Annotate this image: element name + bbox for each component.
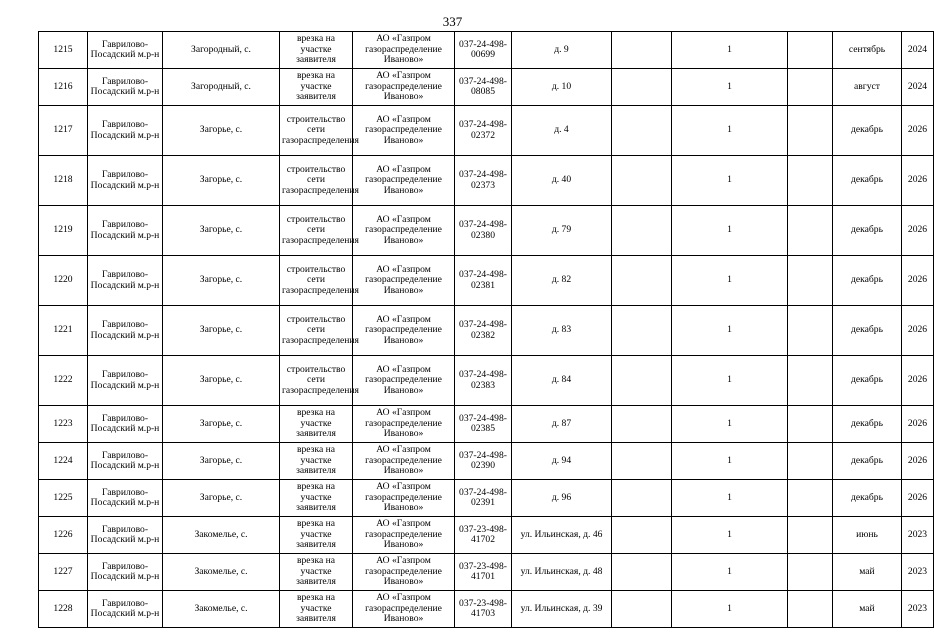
year-cell: 2023 — [902, 517, 934, 554]
row-number-cell: 1215 — [39, 32, 88, 69]
year-cell: 2026 — [902, 106, 934, 156]
locality-cell: Загорье, с. — [163, 206, 280, 256]
table-row — [39, 32, 934, 69]
month-cell: декабрь — [833, 480, 902, 517]
work-type-cell: строительство сети газораспределения — [280, 106, 353, 156]
month-cell: декабрь — [833, 306, 902, 356]
year-cell: 2024 — [902, 69, 934, 106]
month-cell: декабрь — [833, 443, 902, 480]
table-row — [39, 356, 934, 406]
year-cell: 2026 — [902, 206, 934, 256]
address-cell: д. 83 — [512, 306, 612, 356]
address-cell: д. 40 — [512, 156, 612, 206]
month-cell: декабрь — [833, 356, 902, 406]
table-row — [39, 69, 934, 106]
quantity-cell: 1 — [672, 591, 788, 628]
table-row — [39, 443, 934, 480]
district-cell: Гаврилово-Посадский м.р-н — [88, 306, 163, 356]
district-cell: Гаврилово-Посадский м.р-н — [88, 406, 163, 443]
table-row — [39, 554, 934, 591]
district-cell: Гаврилово-Посадский м.р-н — [88, 517, 163, 554]
empty-cell — [788, 32, 833, 69]
application-code-cell: 037-24-498-02390 — [455, 443, 512, 480]
empty-cell — [612, 106, 672, 156]
empty-cell — [788, 306, 833, 356]
empty-cell — [612, 554, 672, 591]
work-type-cell: врезка на участке заявителя — [280, 69, 353, 106]
address-cell: ул. Ильинская, д. 46 — [512, 517, 612, 554]
application-code-cell: 037-24-498-02380 — [455, 206, 512, 256]
empty-cell — [612, 480, 672, 517]
quantity-cell: 1 — [672, 206, 788, 256]
address-cell: д. 94 — [512, 443, 612, 480]
application-code-cell: 037-23-498-41703 — [455, 591, 512, 628]
gas-connection-table — [38, 31, 934, 628]
empty-cell — [612, 517, 672, 554]
empty-cell — [612, 69, 672, 106]
address-cell: д. 79 — [512, 206, 612, 256]
district-cell: Гаврилово-Посадский м.р-н — [88, 480, 163, 517]
locality-cell: Загорье, с. — [163, 106, 280, 156]
table-viewport — [38, 31, 928, 640]
address-cell: ул. Ильинская, д. 39 — [512, 591, 612, 628]
year-cell: 2026 — [902, 480, 934, 517]
year-cell: 2024 — [902, 32, 934, 69]
work-type-cell: строительство сети газораспределения — [280, 356, 353, 406]
locality-cell: Закомелье, с. — [163, 554, 280, 591]
address-cell: д. 10 — [512, 69, 612, 106]
address-cell: д. 9 — [512, 32, 612, 69]
address-cell: д. 4 — [512, 106, 612, 156]
month-cell: июнь — [833, 517, 902, 554]
empty-cell — [788, 406, 833, 443]
empty-cell — [612, 443, 672, 480]
month-cell: декабрь — [833, 256, 902, 306]
empty-cell — [788, 106, 833, 156]
month-cell: август — [833, 69, 902, 106]
empty-cell — [612, 356, 672, 406]
year-cell: 2026 — [902, 256, 934, 306]
locality-cell: Загорье, с. — [163, 306, 280, 356]
table-row — [39, 106, 934, 156]
row-number-cell: 1226 — [39, 517, 88, 554]
quantity-cell: 1 — [672, 480, 788, 517]
address-cell: д. 87 — [512, 406, 612, 443]
row-number-cell: 1221 — [39, 306, 88, 356]
work-type-cell: врезка на участке заявителя — [280, 480, 353, 517]
quantity-cell: 1 — [672, 406, 788, 443]
empty-cell — [612, 406, 672, 443]
district-cell: Гаврилово-Посадский м.р-н — [88, 356, 163, 406]
empty-cell — [788, 356, 833, 406]
district-cell: Гаврилово-Посадский м.р-н — [88, 554, 163, 591]
organization-cell: АО «Газпром газораспределение Иваново» — [353, 32, 455, 69]
locality-cell: Загорье, с. — [163, 406, 280, 443]
district-cell: Гаврилово-Посадский м.р-н — [88, 256, 163, 306]
quantity-cell: 1 — [672, 356, 788, 406]
work-type-cell: строительство сети газораспределения — [280, 206, 353, 256]
row-number-cell: 1223 — [39, 406, 88, 443]
quantity-cell: 1 — [672, 32, 788, 69]
table-row — [39, 406, 934, 443]
row-number-cell: 1222 — [39, 356, 88, 406]
locality-cell: Загорье, с. — [163, 356, 280, 406]
application-code-cell: 037-24-498-02382 — [455, 306, 512, 356]
application-code-cell: 037-24-498-02383 — [455, 356, 512, 406]
organization-cell: АО «Газпром газораспределение Иваново» — [353, 106, 455, 156]
empty-cell — [788, 591, 833, 628]
organization-cell: АО «Газпром газораспределение Иваново» — [353, 156, 455, 206]
row-number-cell: 1218 — [39, 156, 88, 206]
address-cell: ул. Ильинская, д. 48 — [512, 554, 612, 591]
row-number-cell: 1216 — [39, 69, 88, 106]
locality-cell: Загорье, с. — [163, 480, 280, 517]
row-number-cell: 1220 — [39, 256, 88, 306]
district-cell: Гаврилово-Посадский м.р-н — [88, 443, 163, 480]
address-cell: д. 96 — [512, 480, 612, 517]
quantity-cell: 1 — [672, 106, 788, 156]
row-number-cell: 1225 — [39, 480, 88, 517]
locality-cell: Закомелье, с. — [163, 517, 280, 554]
empty-cell — [788, 480, 833, 517]
table-body — [39, 32, 934, 628]
empty-cell — [612, 156, 672, 206]
year-cell: 2026 — [902, 406, 934, 443]
organization-cell: АО «Газпром газораспределение Иваново» — [353, 206, 455, 256]
table-row — [39, 591, 934, 628]
table-row — [39, 480, 934, 517]
table-row — [39, 206, 934, 256]
month-cell: декабрь — [833, 206, 902, 256]
year-cell: 2026 — [902, 356, 934, 406]
row-number-cell: 1228 — [39, 591, 88, 628]
work-type-cell: строительство сети газораспределения — [280, 156, 353, 206]
application-code-cell: 037-23-498-41701 — [455, 554, 512, 591]
work-type-cell: врезка на участке заявителя — [280, 517, 353, 554]
month-cell: декабрь — [833, 106, 902, 156]
empty-cell — [612, 256, 672, 306]
organization-cell: АО «Газпром газораспределение Иваново» — [353, 591, 455, 628]
empty-cell — [612, 591, 672, 628]
address-cell: д. 82 — [512, 256, 612, 306]
empty-cell — [788, 554, 833, 591]
locality-cell: Загорье, с. — [163, 256, 280, 306]
organization-cell: АО «Газпром газораспределение Иваново» — [353, 306, 455, 356]
quantity-cell: 1 — [672, 517, 788, 554]
application-code-cell: 037-24-498-02373 — [455, 156, 512, 206]
application-code-cell: 037-24-498-08085 — [455, 69, 512, 106]
locality-cell: Загорье, с. — [163, 443, 280, 480]
row-number-cell: 1224 — [39, 443, 88, 480]
page-number: 337 — [442, 14, 463, 29]
district-cell: Гаврилово-Посадский м.р-н — [88, 206, 163, 256]
application-code-cell: 037-24-498-02372 — [455, 106, 512, 156]
application-code-cell: 037-23-498-41702 — [455, 517, 512, 554]
month-cell: май — [833, 554, 902, 591]
work-type-cell: строительство сети газораспределения — [280, 306, 353, 356]
empty-cell — [788, 206, 833, 256]
month-cell: сентябрь — [833, 32, 902, 69]
district-cell: Гаврилово-Посадский м.р-н — [88, 69, 163, 106]
row-number-cell: 1217 — [39, 106, 88, 156]
application-code-cell: 037-24-498-02381 — [455, 256, 512, 306]
district-cell: Гаврилово-Посадский м.р-н — [88, 156, 163, 206]
table-row — [39, 517, 934, 554]
work-type-cell: врезка на участке заявителя — [280, 443, 353, 480]
table-row — [39, 306, 934, 356]
year-cell: 2026 — [902, 156, 934, 206]
application-code-cell: 037-24-498-00699 — [455, 32, 512, 69]
organization-cell: АО «Газпром газораспределение Иваново» — [353, 554, 455, 591]
work-type-cell: врезка на участке заявителя — [280, 406, 353, 443]
month-cell: декабрь — [833, 156, 902, 206]
locality-cell: Закомелье, с. — [163, 591, 280, 628]
work-type-cell: врезка на участке заявителя — [280, 591, 353, 628]
organization-cell: АО «Газпром газораспределение Иваново» — [353, 256, 455, 306]
empty-cell — [788, 156, 833, 206]
work-type-cell: строительство сети газораспределения — [280, 256, 353, 306]
quantity-cell: 1 — [672, 554, 788, 591]
organization-cell: АО «Газпром газораспределение Иваново» — [353, 480, 455, 517]
empty-cell — [612, 306, 672, 356]
locality-cell: Загородный, с. — [163, 32, 280, 69]
quantity-cell: 1 — [672, 156, 788, 206]
year-cell: 2026 — [902, 306, 934, 356]
organization-cell: АО «Газпром газораспределение Иваново» — [353, 406, 455, 443]
empty-cell — [788, 256, 833, 306]
organization-cell: АО «Газпром газораспределение Иваново» — [353, 517, 455, 554]
row-number-cell: 1227 — [39, 554, 88, 591]
district-cell: Гаврилово-Посадский м.р-н — [88, 106, 163, 156]
year-cell: 2023 — [902, 554, 934, 591]
address-cell: д. 84 — [512, 356, 612, 406]
quantity-cell: 1 — [672, 443, 788, 480]
locality-cell: Загорье, с. — [163, 156, 280, 206]
organization-cell: АО «Газпром газораспределение Иваново» — [353, 69, 455, 106]
empty-cell — [788, 517, 833, 554]
empty-cell — [612, 206, 672, 256]
empty-cell — [788, 69, 833, 106]
quantity-cell: 1 — [672, 256, 788, 306]
application-code-cell: 037-24-498-02385 — [455, 406, 512, 443]
empty-cell — [612, 32, 672, 69]
organization-cell: АО «Газпром газораспределение Иваново» — [353, 443, 455, 480]
district-cell: Гаврилово-Посадский м.р-н — [88, 32, 163, 69]
month-cell: май — [833, 591, 902, 628]
quantity-cell: 1 — [672, 69, 788, 106]
empty-cell — [788, 443, 833, 480]
quantity-cell: 1 — [672, 306, 788, 356]
work-type-cell: врезка на участке заявителя — [280, 554, 353, 591]
year-cell: 2026 — [902, 443, 934, 480]
district-cell: Гаврилово-Посадский м.р-н — [88, 591, 163, 628]
work-type-cell: врезка на участке заявителя — [280, 32, 353, 69]
organization-cell: АО «Газпром газораспределение Иваново» — [353, 356, 455, 406]
month-cell: декабрь — [833, 406, 902, 443]
table-row — [39, 156, 934, 206]
year-cell: 2023 — [902, 591, 934, 628]
row-number-cell: 1219 — [39, 206, 88, 256]
application-code-cell: 037-24-498-02391 — [455, 480, 512, 517]
locality-cell: Загородный, с. — [163, 69, 280, 106]
table-row — [39, 256, 934, 306]
